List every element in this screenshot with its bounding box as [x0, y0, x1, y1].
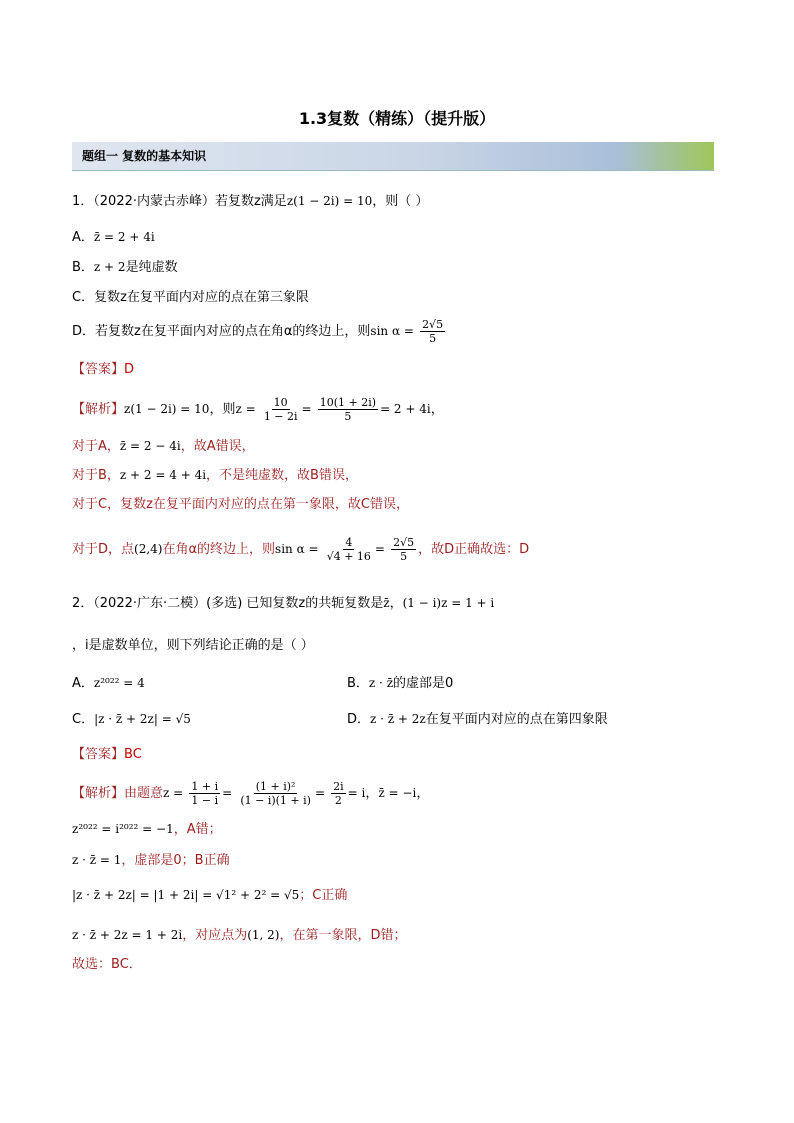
q1-option-d-denominator: 5: [429, 332, 437, 345]
q1-analysis-d-fraction2-num: 2√5: [393, 536, 415, 549]
q1-analysis-d-fraction2: [391, 536, 416, 563]
q1-analysis-line5: [72, 536, 529, 563]
q1-analysis-d-fraction1: [325, 536, 373, 563]
q1-analysis-b-pre: 对于B，: [72, 468, 120, 483]
q2-analysis-a-post: ，A错；: [173, 822, 222, 837]
q2-analysis-text: 由题意: [124, 786, 164, 801]
q1-analysis-end: ，: [430, 402, 444, 417]
q2-analysis-d-math: z · z̄ + 2z = 1 + 2i: [72, 928, 183, 942]
section-banner: [72, 142, 714, 171]
q2-analysis-line6: 故选：BC．: [72, 957, 142, 972]
q1-analysis-d-mid: 在角α的终边上，则: [162, 542, 276, 557]
q1-analysis-math1: z(1 − 2i) = 10: [124, 402, 210, 416]
q1-analysis-d-post: ，故D正确故选：D: [418, 542, 530, 557]
q2-analysis-line2: [72, 820, 222, 839]
q1-analysis-b-math: z + 2 = 4 + 4i: [119, 468, 207, 482]
q2-analysis-sep: ，: [365, 786, 379, 801]
q1-analysis-label: 【解析】: [72, 402, 125, 417]
q2-analysis-label: 【解析】: [72, 786, 125, 801]
q2-stem-prefix: 2．（2022·广东·二模）(多选) 已知复数z的共轭复数是: [72, 596, 384, 611]
q2-analysis-math2: = i: [347, 786, 366, 800]
q2-option-b-text: 的虚部是0: [393, 676, 454, 691]
q2-analysis-line3: [72, 851, 230, 870]
q1-answer: [72, 361, 134, 379]
q2-analysis-c-post: ；C正确: [299, 888, 348, 903]
q2-analysis-math1: z =: [163, 786, 184, 800]
q2-option-a-label: A．: [72, 676, 94, 691]
q2-analysis-d-post: ，在第一象限，D错；: [279, 928, 407, 943]
q2-option-c-math: |z · z̄ + 2z| = √5: [94, 712, 191, 726]
q2-analysis-fraction3-den: 2: [334, 794, 342, 807]
q1-option-b-text: 是纯虚数: [125, 260, 178, 275]
q2-answer: [72, 746, 142, 764]
q1-analysis-math2: z =: [235, 402, 256, 416]
q1-stem-suffix: ，则（ ）: [372, 194, 429, 209]
q1-option-b-math: z + 2: [93, 260, 126, 274]
q1-option-a-label: A．: [72, 230, 94, 245]
q2-stem-zbar: z̄: [383, 596, 390, 610]
q1-analysis-d-point: (2,4): [134, 542, 163, 556]
q1-option-a: [72, 228, 155, 247]
q2-stem-line2: ，i是虚数单位，则下列结论正确的是（ ）: [72, 638, 314, 653]
q1-option-b: [72, 258, 178, 277]
q1-analysis-a-post: ，故A错误，: [180, 439, 255, 454]
q2-analysis-end: ，: [416, 786, 430, 801]
q2-analysis-fraction1-num: 1 + i: [191, 780, 219, 793]
q1-analysis-line4: 对于C，复数z在复平面内对应的点在第一象限，故C错误，: [72, 497, 409, 512]
q1-analysis-b-post: ，不是纯虚数，故B错误，: [206, 468, 358, 483]
q1-option-b-label: B．: [72, 260, 94, 275]
q2-stem-line1: 2．（2022·广东·二模）(多选) 已知复数z的共轭复数是z̄，(1 − i)z = 1 + i: [72, 596, 495, 611]
q1-analysis-d-math: sin α =: [275, 542, 319, 556]
q2-analysis-fraction2: [238, 780, 313, 807]
q2-option-b-label: B．: [347, 676, 369, 691]
q2-option-a-math: z²⁰²² = 4: [93, 676, 145, 690]
q1-analysis-line2: [72, 437, 255, 456]
q2-analysis-d-point: (1, 2): [247, 928, 280, 942]
q1-analysis-d-fraction1-den: √4 + 16: [326, 550, 371, 563]
q1-option-d-math: sin α =: [370, 324, 414, 338]
q2-analysis-b-math: z · z̄ = 1: [72, 853, 122, 867]
q2-analysis-a-math: z²⁰²² = i²⁰²² = −1: [72, 822, 174, 836]
q2-analysis-b-post: ，虚部是0；B正确: [121, 853, 230, 868]
q1-analysis-fraction2: [318, 396, 378, 423]
q2-option-c-label: C．: [72, 712, 95, 727]
q2-answer-label: 【答案】: [72, 747, 125, 762]
q1-answer-value: D: [124, 362, 135, 377]
q1-analysis-d-pre: 对于D，点: [72, 542, 135, 557]
q2-analysis-fraction3: [331, 780, 346, 807]
q1-analysis-line3: [72, 466, 358, 485]
q2-stem-math: (1 − i)z = 1 + i: [402, 596, 495, 610]
q2-analysis-fraction2-num: (1 + i)²: [255, 780, 296, 793]
q1-analysis-fraction1-num: 10: [273, 396, 288, 409]
q1-analysis-a-pre: 对于A，: [72, 439, 120, 454]
q2-answer-value: BC: [124, 747, 142, 762]
page-title: 1.3复数（精练）（提升版）: [298, 109, 496, 128]
q1-analysis-fraction2-den: 5: [344, 410, 352, 423]
q1-analysis-text: ，则: [209, 402, 236, 417]
q1-stem-math: z(1 − 2i) = 10: [286, 194, 373, 208]
section-banner-label: 题组一 复数的基本知识: [82, 149, 207, 163]
q1-analysis-d-eq: =: [374, 542, 385, 556]
q2-analysis-line4: [72, 886, 347, 905]
q2-analysis-fraction2-den: (1 − i)(1 + i): [240, 794, 311, 807]
q2-analysis-fraction1-den: 1 − i: [191, 794, 219, 807]
q1-analysis-line1: 【解析】z(1 − 2i) = 10，则z = $\frac{10}{1 - 2i}$ = $\frac{10(1 + 2i)}{5}$ = 2 + 4i，: [72, 396, 444, 423]
q2-option-b-math: z · z̄: [368, 676, 394, 690]
q1-analysis-math3: = 2 + 4i: [380, 402, 431, 416]
q2-analysis-math3: z̄ = −i: [378, 786, 417, 800]
q2-option-d-label: D．: [347, 712, 371, 727]
q2-analysis-line1: 【解析】由题意z = $\frac{1 + i}{1 - i}$ = $\frac{\text{(1 + i)²}}{(1 - i)(1 + i)}$ = $\frac{2i}{2}$ = i，z̄ = −i，: [72, 780, 430, 807]
q2-option-d: [347, 710, 608, 729]
q1-analysis-d-fraction1-num: 4: [345, 536, 353, 549]
q1-stem-prefix: 1．（2022·内蒙古赤峰）若复数z满足: [72, 194, 287, 209]
q1-stem: [72, 192, 428, 211]
q1-analysis-fraction2-num: 10(1 + 2i): [319, 396, 377, 409]
q2-option-d-math: z · z̄ + 2z: [370, 712, 426, 726]
q1-analysis-fraction1-den: 1 − 2i: [263, 410, 298, 423]
q1-option-d-numerator: 2√5: [422, 318, 444, 331]
q1-option-d: [72, 318, 447, 345]
q2-option-b: [347, 674, 453, 693]
q1-answer-label: 【答案】: [72, 362, 125, 377]
q1-analysis-a-math: z̄ = 2 − 4i: [119, 439, 181, 453]
q2-analysis-fraction3-num: 2i: [333, 780, 344, 793]
q1-option-c: C．复数z在复平面内对应的点在第三象限: [72, 290, 309, 305]
q1-analysis-fraction1: [262, 396, 300, 423]
q2-analysis-line5: [72, 926, 407, 945]
q2-option-a: [72, 674, 145, 693]
q2-analysis-c-math: |z · z̄ + 2z| = |1 + 2i| = √1² + 2² = √5: [72, 888, 300, 902]
q1-option-d-fraction: [420, 318, 445, 345]
q2-analysis-fraction1: [189, 780, 220, 807]
q2-analysis-d-mid: ，对应点为: [182, 928, 248, 943]
q1-analysis-d-fraction2-den: 5: [400, 550, 408, 563]
q2-option-d-text: 在复平面内对应的点在第四象限: [425, 712, 608, 727]
q1-option-d-text: D．若复数z在复平面内对应的点在角α的终边上，则: [72, 324, 371, 339]
q1-option-a-math: z̄ = 2 + 4i: [93, 230, 155, 244]
q2-option-c: [72, 710, 191, 729]
